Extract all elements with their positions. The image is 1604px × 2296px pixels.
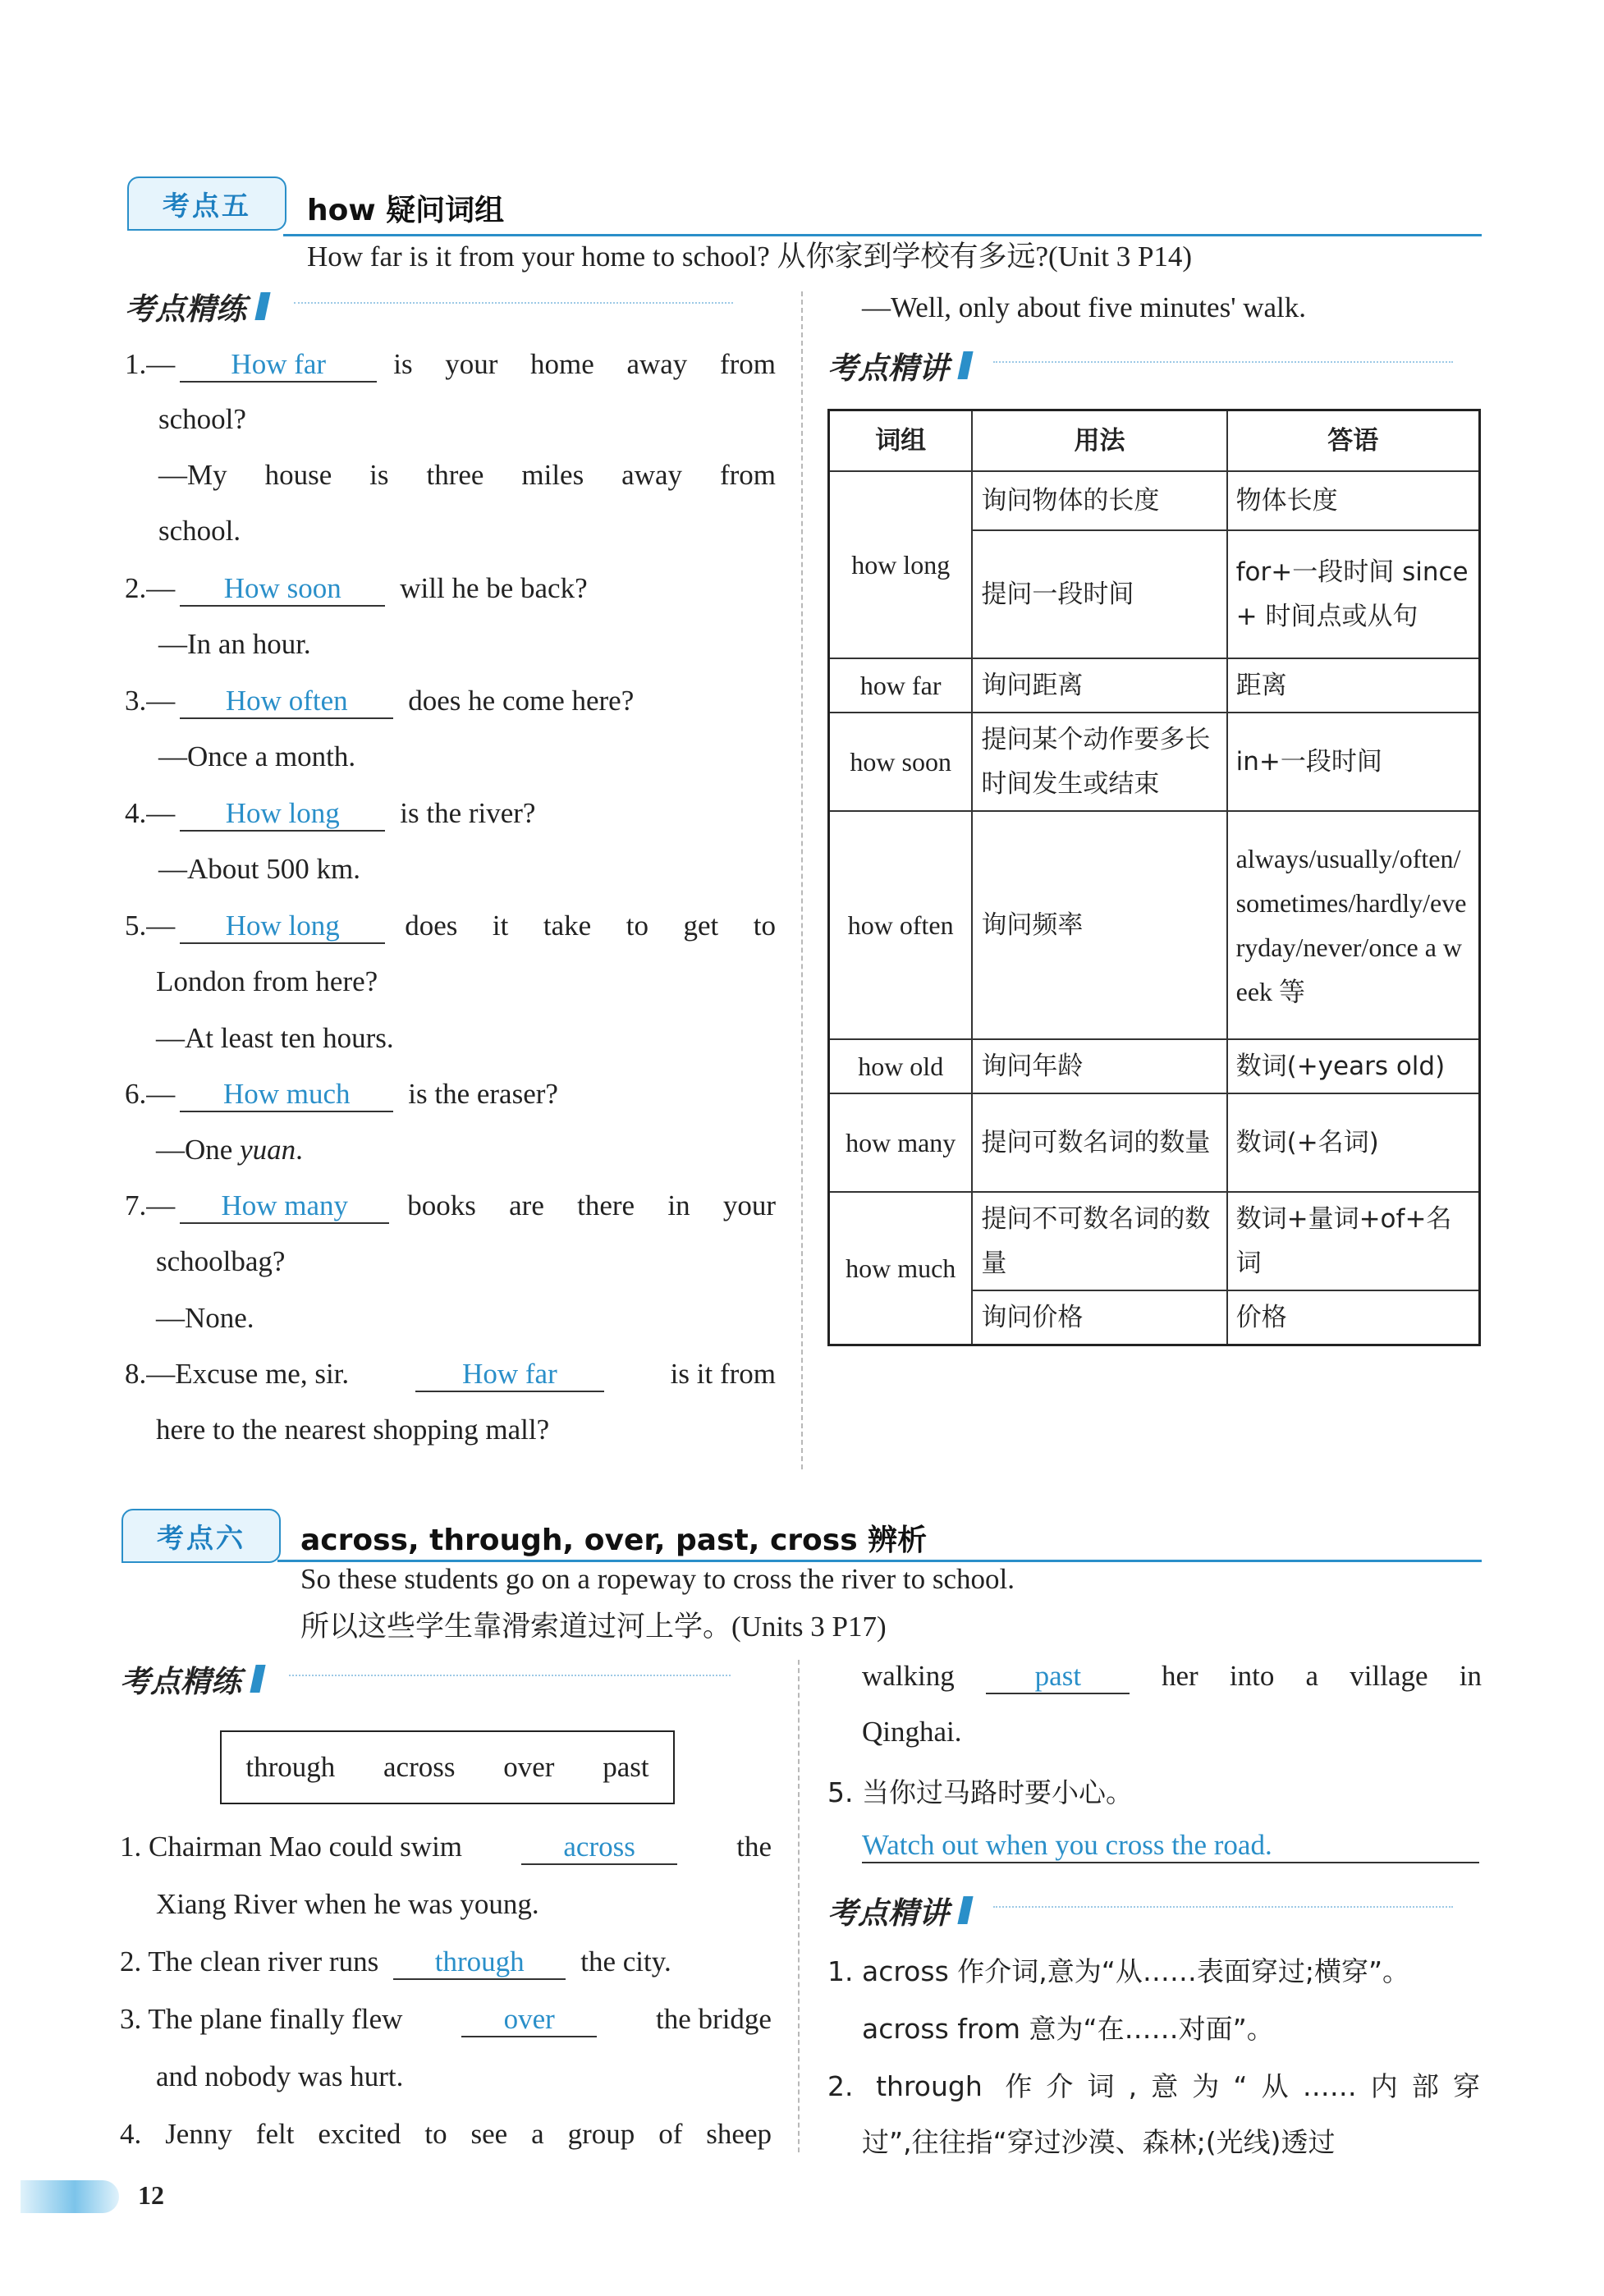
- section6-tag: 考点六: [121, 1509, 281, 1563]
- table-cell-answer: 数词(+名词): [1227, 1093, 1480, 1192]
- table-cell-usage: 询问年龄: [972, 1039, 1226, 1093]
- s6-q4-cont-line: walking past her into a village in: [862, 1660, 1482, 1694]
- s5-q6-answer: How much: [180, 1078, 393, 1112]
- table-cell-answer: 距离: [1227, 658, 1480, 713]
- s6-q5-answer-line: [862, 1829, 1479, 1863]
- s5-q1-reply1: —My house is three miles away from: [158, 459, 776, 491]
- section6-rule: [277, 1560, 1482, 1562]
- s5-q5-cont: London from here?: [156, 965, 378, 997]
- table-cell-answer: 数词+量词+of+名词: [1227, 1192, 1480, 1290]
- s5-q1-line: 1.— How far is your home away from: [125, 348, 776, 383]
- s6-explain-1a: 1. across 作介词,意为“从……表面穿过;横穿”。: [827, 1955, 1410, 1987]
- s6-q4-cont2: Qinghai.: [862, 1716, 962, 1748]
- table-cell-phrase: how many: [829, 1093, 973, 1192]
- table-cell-usage: 提问可数名词的数量: [972, 1093, 1226, 1192]
- s5-q2-reply: —In an hour.: [158, 628, 311, 660]
- heading-bar-icon: [254, 292, 270, 320]
- s5-q2-line: 2.— How soon will he be back?: [125, 572, 588, 607]
- table-cell-usage: 询问频率: [972, 811, 1226, 1039]
- table-cell-phrase: how long: [829, 471, 973, 658]
- word-bank-item: past: [603, 1751, 649, 1783]
- table-cell-answer: in+一段时间: [1227, 713, 1480, 811]
- s5-q7-cont: schoolbag?: [156, 1245, 286, 1277]
- s5-q7-reply: —None.: [156, 1302, 254, 1334]
- section6-practice-heading: 考点精练: [120, 1657, 263, 1701]
- word-bank-box: [220, 1730, 675, 1804]
- dotted-divider: [993, 361, 1453, 363]
- s5-q5-answer: How long: [180, 910, 385, 944]
- table-header: 答语: [1227, 410, 1480, 472]
- dotted-divider: [294, 302, 733, 304]
- table-cell-phrase: how often: [829, 811, 973, 1039]
- table-cell-answer: for+一段时间 since + 时间点或从句: [1227, 530, 1480, 658]
- usage-table: [827, 409, 1481, 1346]
- s5-q7-line: 7.— How many books are there in your: [125, 1189, 776, 1224]
- section5-practice-heading: 考点精练: [125, 284, 268, 328]
- s5-q3-answer: How often: [180, 685, 393, 719]
- table-cell-answer: 价格: [1227, 1290, 1480, 1345]
- table-cell-usage: 提问一段时间: [972, 530, 1226, 658]
- s5-q2-answer: How soon: [180, 572, 385, 607]
- table-row: [829, 1093, 1480, 1192]
- s6-q3-cont: and nobody was hurt.: [156, 2060, 404, 2092]
- word-bank-item: across: [383, 1751, 456, 1783]
- word-bank-item: over: [503, 1751, 555, 1783]
- s6-q4-line: 4. Jenny felt excited to see a group of sheep: [120, 2118, 772, 2150]
- s6-q1-cont: Xiang River when he was young.: [156, 1888, 539, 1920]
- s6-q3-answer: over: [461, 2003, 597, 2037]
- s5-q4-reply: —About 500 km.: [158, 853, 360, 885]
- s6-explain-1b: across from 意为“在……对面”。: [862, 2013, 1274, 2045]
- table-cell-usage: 提问不可数名词的数量: [972, 1192, 1226, 1290]
- table-cell-phrase: how old: [829, 1039, 973, 1093]
- table-cell-usage: 询问距离: [972, 658, 1226, 713]
- s6-q2-line: 2. The clean river runs through the city.: [120, 1945, 671, 1980]
- word-bank-item: through: [245, 1751, 336, 1783]
- s5-q3-reply: —Once a month.: [158, 740, 356, 772]
- section5-explain-heading: 考点精讲: [827, 343, 970, 387]
- section5-example-answer: —Well, only about five minutes' walk.: [862, 291, 1307, 323]
- s6-q5-prompt: 5. 当你过马路时要小心。: [827, 1776, 1133, 1808]
- s5-q6-reply: —One yuan.: [156, 1134, 303, 1166]
- table-row: [829, 811, 1480, 1039]
- s5-q7-answer: How many: [180, 1189, 389, 1224]
- section5-example-question: How far is it from your home to school? 从你家到学校有多远?(Unit 3 P14): [307, 241, 1193, 273]
- s6-q2-answer: through: [393, 1945, 566, 1980]
- s6-q1-answer: across: [521, 1831, 677, 1865]
- column-divider: [798, 1660, 800, 2152]
- table-header: 用法: [972, 410, 1226, 472]
- s5-q3-line: 3.— How often does he come here?: [125, 685, 634, 719]
- section6-explain-heading: 考点精讲: [827, 1888, 970, 1932]
- section6-title: across, through, over, past, cross 辨析: [300, 1524, 928, 1557]
- heading-bar-icon: [957, 351, 973, 379]
- s5-q4-line: 4.— How long is the river?: [125, 797, 535, 832]
- table-row: [829, 1192, 1480, 1290]
- table-header-row: [829, 410, 1480, 472]
- s5-q5-line: 5.— How long does it take to get to: [125, 910, 776, 944]
- s6-q1-line: 1. Chairman Mao could swim across the: [120, 1831, 772, 1865]
- section6-example-cn: 所以这些学生靠滑索道过河上学。(Units 3 P17): [300, 1611, 887, 1643]
- footer-decoration: [21, 2180, 119, 2213]
- table-cell-usage: 提问某个动作要多长时间发生或结束: [972, 713, 1226, 811]
- table-header: 词组: [829, 410, 973, 472]
- page-number: 12: [138, 2180, 164, 2210]
- heading-bar-icon: [957, 1896, 973, 1924]
- s5-q1-answer: How far: [180, 348, 377, 383]
- s5-q4-answer: How long: [180, 797, 385, 832]
- s5-q8-line: 8.—Excuse me, sir. How far is it from: [125, 1358, 776, 1392]
- s6-q3-line: 3. The plane finally flew over the bridge: [120, 2003, 772, 2037]
- section5-title: how 疑问词组: [307, 194, 505, 227]
- s6-explain-2a: 2. through 作介词,意为“从……内部穿: [827, 2070, 1480, 2102]
- column-divider: [801, 291, 803, 1469]
- s5-q8-cont: here to the nearest shopping mall?: [156, 1414, 550, 1446]
- table-cell-answer: 物体长度: [1227, 471, 1480, 530]
- s5-q8-answer: How far: [415, 1358, 604, 1392]
- table-cell-usage: 询问物体的长度: [972, 471, 1226, 530]
- section5-tag: 考点五: [127, 176, 286, 231]
- table-cell-phrase: how far: [829, 658, 973, 713]
- s5-q6-line: 6.— How much is the eraser?: [125, 1078, 558, 1112]
- table-cell-phrase: how much: [829, 1192, 973, 1345]
- s5-q5-reply: —At least ten hours.: [156, 1022, 394, 1054]
- s5-q1-cont: school?: [158, 403, 246, 435]
- s6-explain-2b: 过”,往往指“穿过沙漠、森林;(光线)透过: [862, 2126, 1336, 2158]
- table-row: [829, 658, 1480, 713]
- table-row: [829, 713, 1480, 811]
- table-row: [829, 471, 1480, 530]
- table-cell-answer: 数词(+years old): [1227, 1039, 1480, 1093]
- s6-q4-answer: past: [986, 1660, 1130, 1694]
- dotted-divider: [289, 1675, 731, 1676]
- section6-example-en: So these students go on a ropeway to cross the river to school.: [300, 1563, 1015, 1595]
- s5-q1-reply2: school.: [158, 515, 241, 547]
- table-row: [829, 1039, 1480, 1093]
- table-cell-answer: always/usually/often/sometimes/hardly/everyday/never/once a week 等: [1227, 811, 1480, 1039]
- table-cell-usage: 询问价格: [972, 1290, 1226, 1345]
- s6-q5-answer: Watch out when you cross the road.: [862, 1829, 1272, 1861]
- heading-bar-icon: [250, 1665, 265, 1693]
- dotted-divider: [993, 1906, 1453, 1908]
- table-cell-phrase: how soon: [829, 713, 973, 811]
